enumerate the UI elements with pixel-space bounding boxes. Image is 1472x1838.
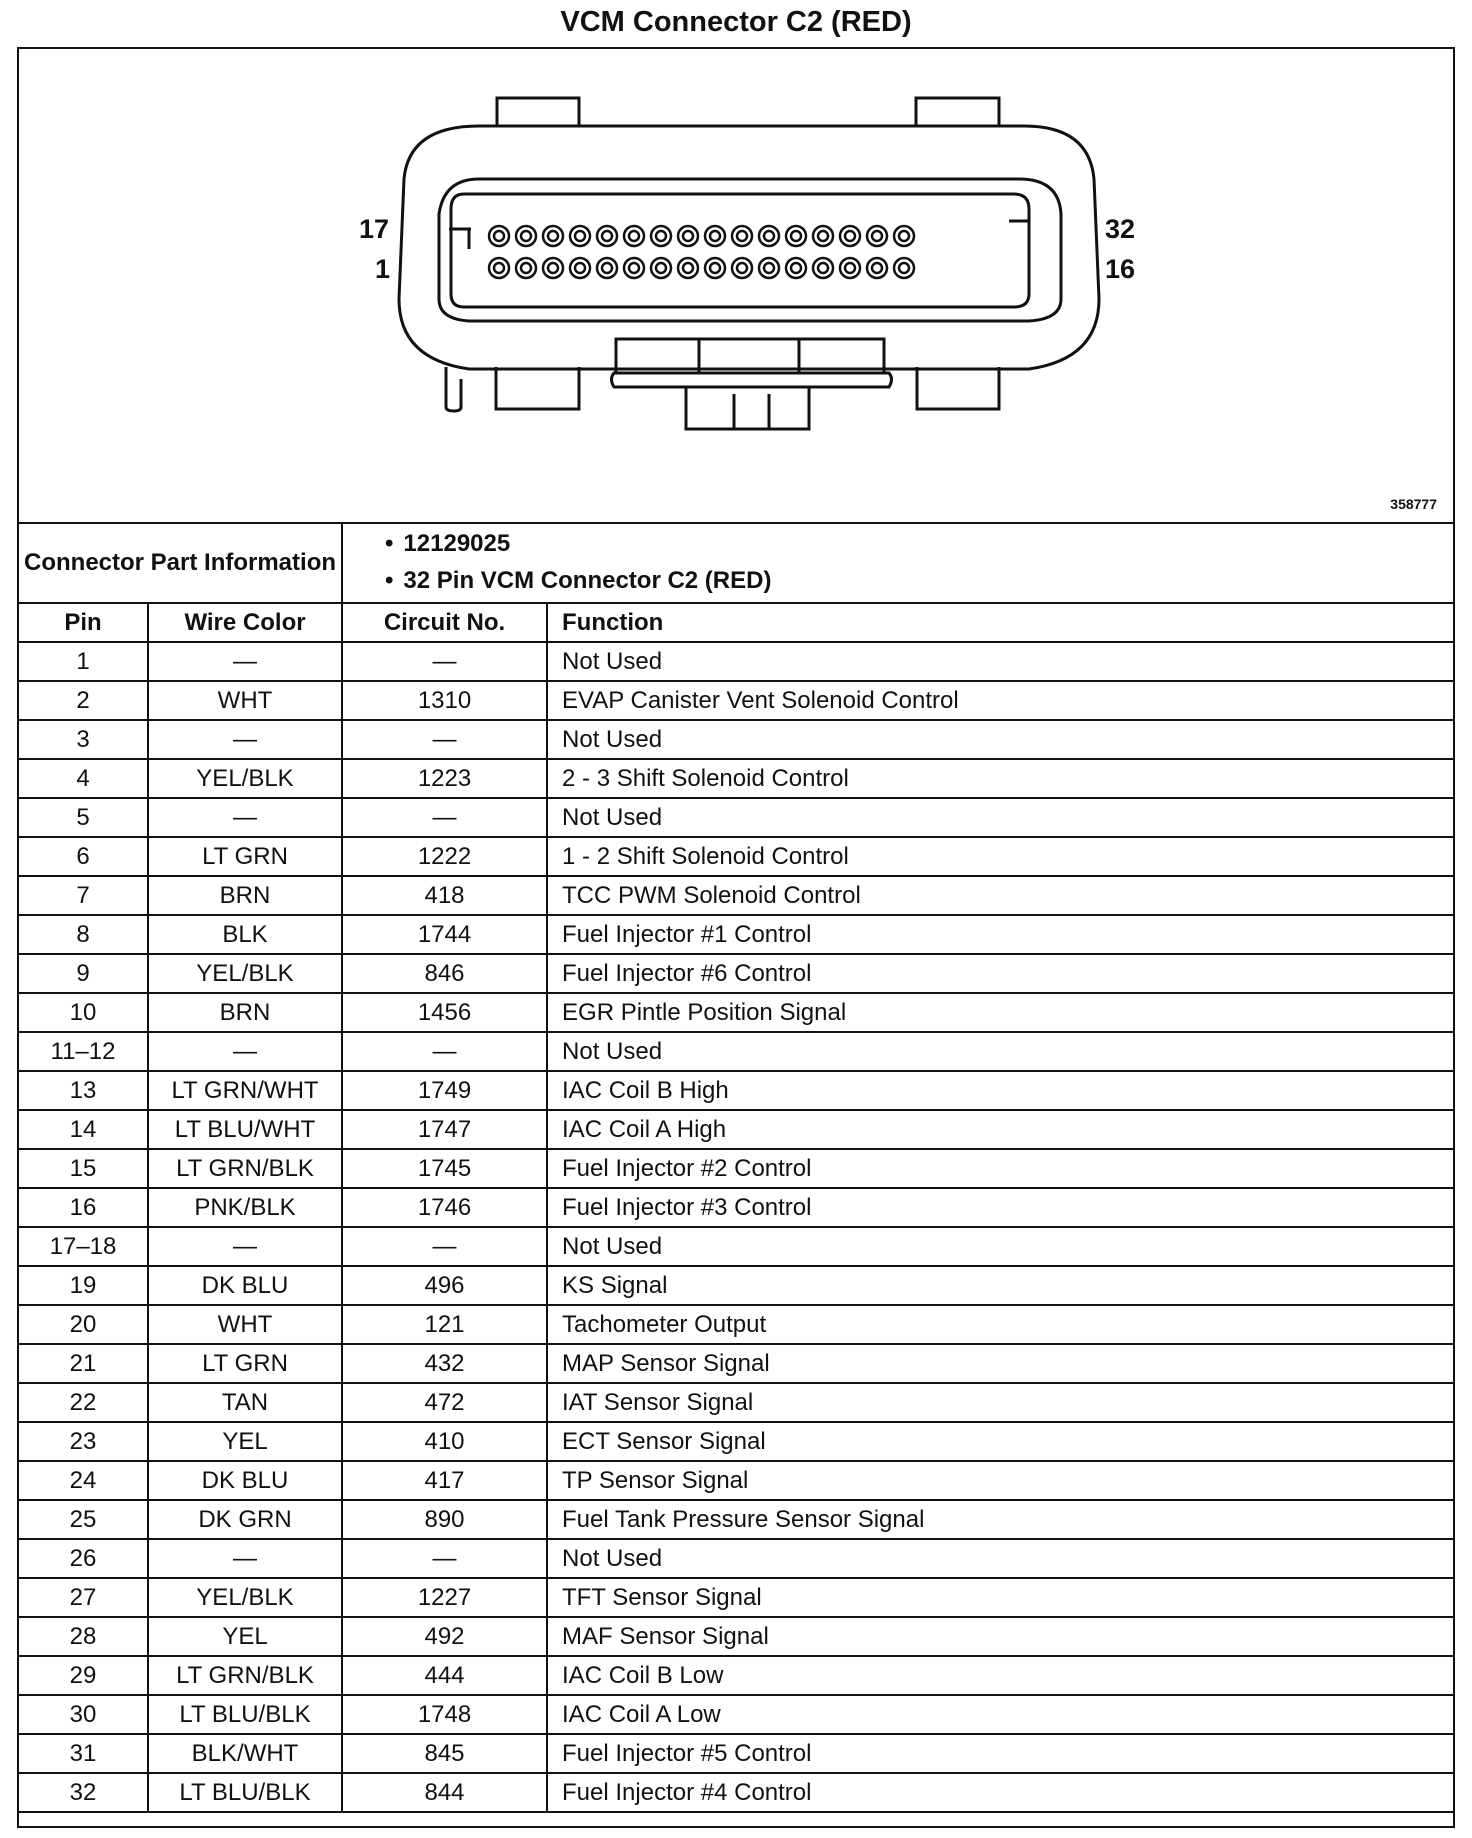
pin-cell: 27 bbox=[19, 1578, 148, 1617]
table-row bbox=[19, 1032, 1453, 1071]
table-row bbox=[19, 1734, 1453, 1773]
function-cell: TCC PWM Solenoid Control bbox=[547, 876, 1453, 915]
wire-color-cell: WHT bbox=[148, 681, 342, 720]
pin-socket-core bbox=[764, 231, 774, 241]
wire-color-cell: LT GRN bbox=[148, 837, 342, 876]
connector-diagram bbox=[19, 49, 1453, 524]
circuit-cell: — bbox=[342, 642, 547, 681]
header-function: Function bbox=[547, 603, 1453, 642]
pin-socket bbox=[867, 258, 887, 278]
wire-color-cell: — bbox=[148, 1032, 342, 1071]
connector-description: • 32 Pin VCM Connector C2 (RED) bbox=[385, 562, 1453, 599]
pin-socket-core bbox=[872, 231, 882, 241]
pin-socket-core bbox=[872, 263, 882, 273]
outer-housing bbox=[399, 126, 1099, 369]
lock-tab bbox=[686, 387, 809, 429]
function-cell: Not Used bbox=[547, 1227, 1453, 1266]
part-info-label: Connector Part Information bbox=[19, 522, 342, 603]
pin-cell: 17–18 bbox=[19, 1227, 148, 1266]
circuit-cell: 121 bbox=[342, 1305, 547, 1344]
pin-socket bbox=[732, 258, 752, 278]
pin-socket-core bbox=[548, 231, 558, 241]
pin-label-16: 16 bbox=[1105, 254, 1136, 284]
wire-color-cell: BLK bbox=[148, 915, 342, 954]
pin-socket bbox=[705, 258, 725, 278]
pin-cell: 3 bbox=[19, 720, 148, 759]
wire-color-cell: BRN bbox=[148, 876, 342, 915]
wire-color-cell: — bbox=[148, 1227, 342, 1266]
pin-socket-core bbox=[710, 231, 720, 241]
circuit-cell: 846 bbox=[342, 954, 547, 993]
circuit-cell: 432 bbox=[342, 1344, 547, 1383]
function-cell: IAC Coil B High bbox=[547, 1071, 1453, 1110]
pin-socket-core bbox=[575, 263, 585, 273]
pin-cell: 11–12 bbox=[19, 1032, 148, 1071]
pin-label-1: 1 bbox=[375, 254, 391, 284]
pin-socket-core bbox=[494, 231, 504, 241]
pin-socket bbox=[543, 226, 563, 246]
wire-color-cell: TAN bbox=[148, 1383, 342, 1422]
pin-socket-core bbox=[818, 231, 828, 241]
function-cell: MAF Sensor Signal bbox=[547, 1617, 1453, 1656]
pin-socket-core bbox=[845, 231, 855, 241]
wire-color-cell: LT BLU/BLK bbox=[148, 1773, 342, 1812]
wire-color-cell: DK GRN bbox=[148, 1500, 342, 1539]
pin-cell: 14 bbox=[19, 1110, 148, 1149]
pin-socket-core bbox=[845, 263, 855, 273]
table-row bbox=[19, 1578, 1453, 1617]
function-cell: MAP Sensor Signal bbox=[547, 1344, 1453, 1383]
pin-socket-core bbox=[683, 231, 693, 241]
function-cell: Not Used bbox=[547, 798, 1453, 837]
table-row bbox=[19, 1383, 1453, 1422]
circuit-cell: 1223 bbox=[342, 759, 547, 798]
pin-cell: 2 bbox=[19, 681, 148, 720]
pin-cell: 31 bbox=[19, 1734, 148, 1773]
pin-socket bbox=[813, 258, 833, 278]
pin-cell: 8 bbox=[19, 915, 148, 954]
pin-socket bbox=[543, 258, 563, 278]
function-cell: IAT Sensor Signal bbox=[547, 1383, 1453, 1422]
pin-socket bbox=[516, 258, 536, 278]
table-row bbox=[19, 1422, 1453, 1461]
function-cell: Fuel Tank Pressure Sensor Signal bbox=[547, 1500, 1453, 1539]
pin-socket-core bbox=[602, 231, 612, 241]
function-cell: Fuel Injector #4 Control bbox=[547, 1773, 1453, 1812]
pin-cell: 22 bbox=[19, 1383, 148, 1422]
pin-socket-core bbox=[656, 263, 666, 273]
wire-color-cell: LT BLU/BLK bbox=[148, 1695, 342, 1734]
wire-color-cell: PNK/BLK bbox=[148, 1188, 342, 1227]
pin-socket-core bbox=[737, 263, 747, 273]
function-cell: Not Used bbox=[547, 1032, 1453, 1071]
function-cell: Not Used bbox=[547, 720, 1453, 759]
table-row bbox=[19, 681, 1453, 720]
circuit-cell: 844 bbox=[342, 1773, 547, 1812]
wire-color-cell: — bbox=[148, 642, 342, 681]
wire-color-cell: LT GRN/BLK bbox=[148, 1149, 342, 1188]
pin-cell: 32 bbox=[19, 1773, 148, 1812]
header-row bbox=[19, 603, 1453, 642]
function-cell: Fuel Injector #6 Control bbox=[547, 954, 1453, 993]
pin-cell: 9 bbox=[19, 954, 148, 993]
pin-socket-core bbox=[683, 263, 693, 273]
function-cell: EGR Pintle Position Signal bbox=[547, 993, 1453, 1032]
table-row bbox=[19, 1149, 1453, 1188]
function-cell: Fuel Injector #3 Control bbox=[547, 1188, 1453, 1227]
pin-socket-core bbox=[602, 263, 612, 273]
table-row bbox=[19, 837, 1453, 876]
pin-cell: 23 bbox=[19, 1422, 148, 1461]
connector-sheet bbox=[17, 47, 1455, 1828]
table-row bbox=[19, 1344, 1453, 1383]
pin-cell: 20 bbox=[19, 1305, 148, 1344]
circuit-cell: 1745 bbox=[342, 1149, 547, 1188]
pin-socket bbox=[894, 258, 914, 278]
pin-socket-core bbox=[575, 231, 585, 241]
table-row bbox=[19, 1617, 1453, 1656]
circuit-cell: 1744 bbox=[342, 915, 547, 954]
wire-color-cell: YEL/BLK bbox=[148, 1578, 342, 1617]
pin-socket bbox=[867, 226, 887, 246]
function-cell: Tachometer Output bbox=[547, 1305, 1453, 1344]
pin-socket bbox=[516, 226, 536, 246]
pin-socket bbox=[489, 258, 509, 278]
pin-cell: 30 bbox=[19, 1695, 148, 1734]
part-info-row bbox=[19, 522, 1453, 603]
pin-socket-core bbox=[521, 263, 531, 273]
table-row bbox=[19, 954, 1453, 993]
circuit-cell: 418 bbox=[342, 876, 547, 915]
function-cell: TP Sensor Signal bbox=[547, 1461, 1453, 1500]
table-row bbox=[19, 915, 1453, 954]
function-cell: KS Signal bbox=[547, 1266, 1453, 1305]
pin-field bbox=[451, 194, 1029, 307]
pin-cell: 29 bbox=[19, 1656, 148, 1695]
top-left-tab bbox=[497, 98, 579, 126]
pin-cell: 25 bbox=[19, 1500, 148, 1539]
circuit-cell: 1227 bbox=[342, 1578, 547, 1617]
pin-socket-core bbox=[818, 263, 828, 273]
pin-socket-core bbox=[737, 231, 747, 241]
table-row bbox=[19, 1656, 1453, 1695]
pin-socket bbox=[759, 226, 779, 246]
circuit-cell: — bbox=[342, 1227, 547, 1266]
pin-socket-core bbox=[791, 263, 801, 273]
pin-socket bbox=[705, 226, 725, 246]
pin-cell: 5 bbox=[19, 798, 148, 837]
pin-socket bbox=[678, 258, 698, 278]
wire-color-cell: YEL bbox=[148, 1617, 342, 1656]
wire-color-cell: — bbox=[148, 798, 342, 837]
pin-cell: 21 bbox=[19, 1344, 148, 1383]
table-row bbox=[19, 1500, 1453, 1539]
pin-socket-core bbox=[521, 231, 531, 241]
part-number: • 12129025 bbox=[385, 525, 1453, 562]
pin-socket bbox=[813, 226, 833, 246]
circuit-cell: — bbox=[342, 798, 547, 837]
pin-cell: 6 bbox=[19, 837, 148, 876]
pin-socket-core bbox=[899, 263, 909, 273]
part-info-list bbox=[342, 522, 1453, 603]
circuit-cell: 845 bbox=[342, 1734, 547, 1773]
page-title: VCM Connector C2 (RED) bbox=[560, 6, 912, 38]
pin-socket-core bbox=[710, 263, 720, 273]
pin-socket bbox=[570, 258, 590, 278]
inner-cavity bbox=[439, 179, 1061, 321]
table-row bbox=[19, 1695, 1453, 1734]
table-row bbox=[19, 1305, 1453, 1344]
header-pin: Pin bbox=[19, 603, 148, 642]
pin-cell: 26 bbox=[19, 1539, 148, 1578]
header-circuit: Circuit No. bbox=[342, 603, 547, 642]
table-row bbox=[19, 798, 1453, 837]
pin-socket-core bbox=[629, 263, 639, 273]
function-cell: Not Used bbox=[547, 1539, 1453, 1578]
pin-socket bbox=[489, 226, 509, 246]
circuit-cell: 410 bbox=[342, 1422, 547, 1461]
pin-socket-core bbox=[764, 263, 774, 273]
circuit-cell: 492 bbox=[342, 1617, 547, 1656]
wire-color-cell: DK BLU bbox=[148, 1461, 342, 1500]
lock-bar bbox=[612, 373, 892, 387]
wire-color-cell: DK BLU bbox=[148, 1266, 342, 1305]
pin-cell: 19 bbox=[19, 1266, 148, 1305]
pin-socket-core bbox=[548, 263, 558, 273]
bottom-left-tab bbox=[496, 367, 579, 409]
pin-socket-core bbox=[629, 231, 639, 241]
pin-cell: 13 bbox=[19, 1071, 148, 1110]
function-cell: Not Used bbox=[547, 642, 1453, 681]
left-hook bbox=[446, 367, 461, 411]
pin-socket bbox=[597, 226, 617, 246]
wire-color-cell: LT GRN/BLK bbox=[148, 1656, 342, 1695]
circuit-cell: 890 bbox=[342, 1500, 547, 1539]
function-cell: 1 - 2 Shift Solenoid Control bbox=[547, 837, 1453, 876]
pinout-table bbox=[19, 522, 1453, 1813]
pin-socket bbox=[624, 226, 644, 246]
circuit-cell: — bbox=[342, 720, 547, 759]
function-cell: Fuel Injector #5 Control bbox=[547, 1734, 1453, 1773]
pin-cell: 1 bbox=[19, 642, 148, 681]
function-cell: IAC Coil A High bbox=[547, 1110, 1453, 1149]
pin-socket bbox=[840, 258, 860, 278]
table-row bbox=[19, 1266, 1453, 1305]
circuit-cell: 496 bbox=[342, 1266, 547, 1305]
function-cell: Fuel Injector #2 Control bbox=[547, 1149, 1453, 1188]
top-right-tab bbox=[916, 98, 999, 126]
header-wire-color: Wire Color bbox=[148, 603, 342, 642]
table-row bbox=[19, 993, 1453, 1032]
pin-socket-core bbox=[791, 231, 801, 241]
function-cell: IAC Coil B Low bbox=[547, 1656, 1453, 1695]
pin-label-17: 17 bbox=[359, 214, 390, 244]
wire-color-cell: YEL/BLK bbox=[148, 954, 342, 993]
function-cell: ECT Sensor Signal bbox=[547, 1422, 1453, 1461]
pin-cell: 28 bbox=[19, 1617, 148, 1656]
function-cell: Fuel Injector #1 Control bbox=[547, 915, 1453, 954]
table-row bbox=[19, 642, 1453, 681]
pin-socket bbox=[570, 226, 590, 246]
circuit-cell: 417 bbox=[342, 1461, 547, 1500]
table-row bbox=[19, 1110, 1453, 1149]
function-cell: IAC Coil A Low bbox=[547, 1695, 1453, 1734]
wire-color-cell: YEL bbox=[148, 1422, 342, 1461]
table-row bbox=[19, 720, 1453, 759]
pin-socket bbox=[759, 258, 779, 278]
pin-cell: 7 bbox=[19, 876, 148, 915]
table-row bbox=[19, 1461, 1453, 1500]
circuit-cell: 1749 bbox=[342, 1071, 547, 1110]
circuit-cell: 1222 bbox=[342, 837, 547, 876]
circuit-cell: 1747 bbox=[342, 1110, 547, 1149]
circuit-cell: 444 bbox=[342, 1656, 547, 1695]
circuit-cell: — bbox=[342, 1539, 547, 1578]
wire-color-cell: — bbox=[148, 720, 342, 759]
function-cell: TFT Sensor Signal bbox=[547, 1578, 1453, 1617]
circuit-cell: — bbox=[342, 1032, 547, 1071]
pin-socket bbox=[786, 226, 806, 246]
wire-color-cell: BRN bbox=[148, 993, 342, 1032]
function-cell: EVAP Canister Vent Solenoid Control bbox=[547, 681, 1453, 720]
pin-socket bbox=[786, 258, 806, 278]
pin-socket bbox=[840, 226, 860, 246]
circuit-cell: 472 bbox=[342, 1383, 547, 1422]
pin-socket bbox=[597, 258, 617, 278]
wire-color-cell: LT GRN/WHT bbox=[148, 1071, 342, 1110]
table-row bbox=[19, 876, 1453, 915]
table-row bbox=[19, 759, 1453, 798]
table-row bbox=[19, 1071, 1453, 1110]
bottom-right-tab bbox=[917, 367, 999, 409]
wire-color-cell: BLK/WHT bbox=[148, 1734, 342, 1773]
wire-color-cell: LT GRN bbox=[148, 1344, 342, 1383]
pin-label-32: 32 bbox=[1105, 214, 1136, 244]
pin-cell: 4 bbox=[19, 759, 148, 798]
table-row bbox=[19, 1188, 1453, 1227]
wire-color-cell: WHT bbox=[148, 1305, 342, 1344]
circuit-cell: 1746 bbox=[342, 1188, 547, 1227]
table-row bbox=[19, 1227, 1453, 1266]
pin-cell: 24 bbox=[19, 1461, 148, 1500]
circuit-cell: 1748 bbox=[342, 1695, 547, 1734]
figure-id: 358777 bbox=[1390, 496, 1437, 512]
pin-cell: 15 bbox=[19, 1149, 148, 1188]
pin-socket-core bbox=[899, 231, 909, 241]
pin-socket-core bbox=[494, 263, 504, 273]
pin-cell: 10 bbox=[19, 993, 148, 1032]
function-cell: 2 - 3 Shift Solenoid Control bbox=[547, 759, 1453, 798]
pin-socket bbox=[732, 226, 752, 246]
circuit-cell: 1456 bbox=[342, 993, 547, 1032]
pin-socket bbox=[651, 226, 671, 246]
pin-socket bbox=[624, 258, 644, 278]
pin-socket bbox=[894, 226, 914, 246]
connector-drawing bbox=[19, 49, 1453, 522]
wire-color-cell: YEL/BLK bbox=[148, 759, 342, 798]
pin-socket-core bbox=[656, 231, 666, 241]
pin-socket bbox=[651, 258, 671, 278]
table-row bbox=[19, 1773, 1453, 1812]
pin-socket bbox=[678, 226, 698, 246]
table-row bbox=[19, 1539, 1453, 1578]
wire-color-cell: — bbox=[148, 1539, 342, 1578]
wire-color-cell: LT BLU/WHT bbox=[148, 1110, 342, 1149]
circuit-cell: 1310 bbox=[342, 681, 547, 720]
pin-cell: 16 bbox=[19, 1188, 148, 1227]
